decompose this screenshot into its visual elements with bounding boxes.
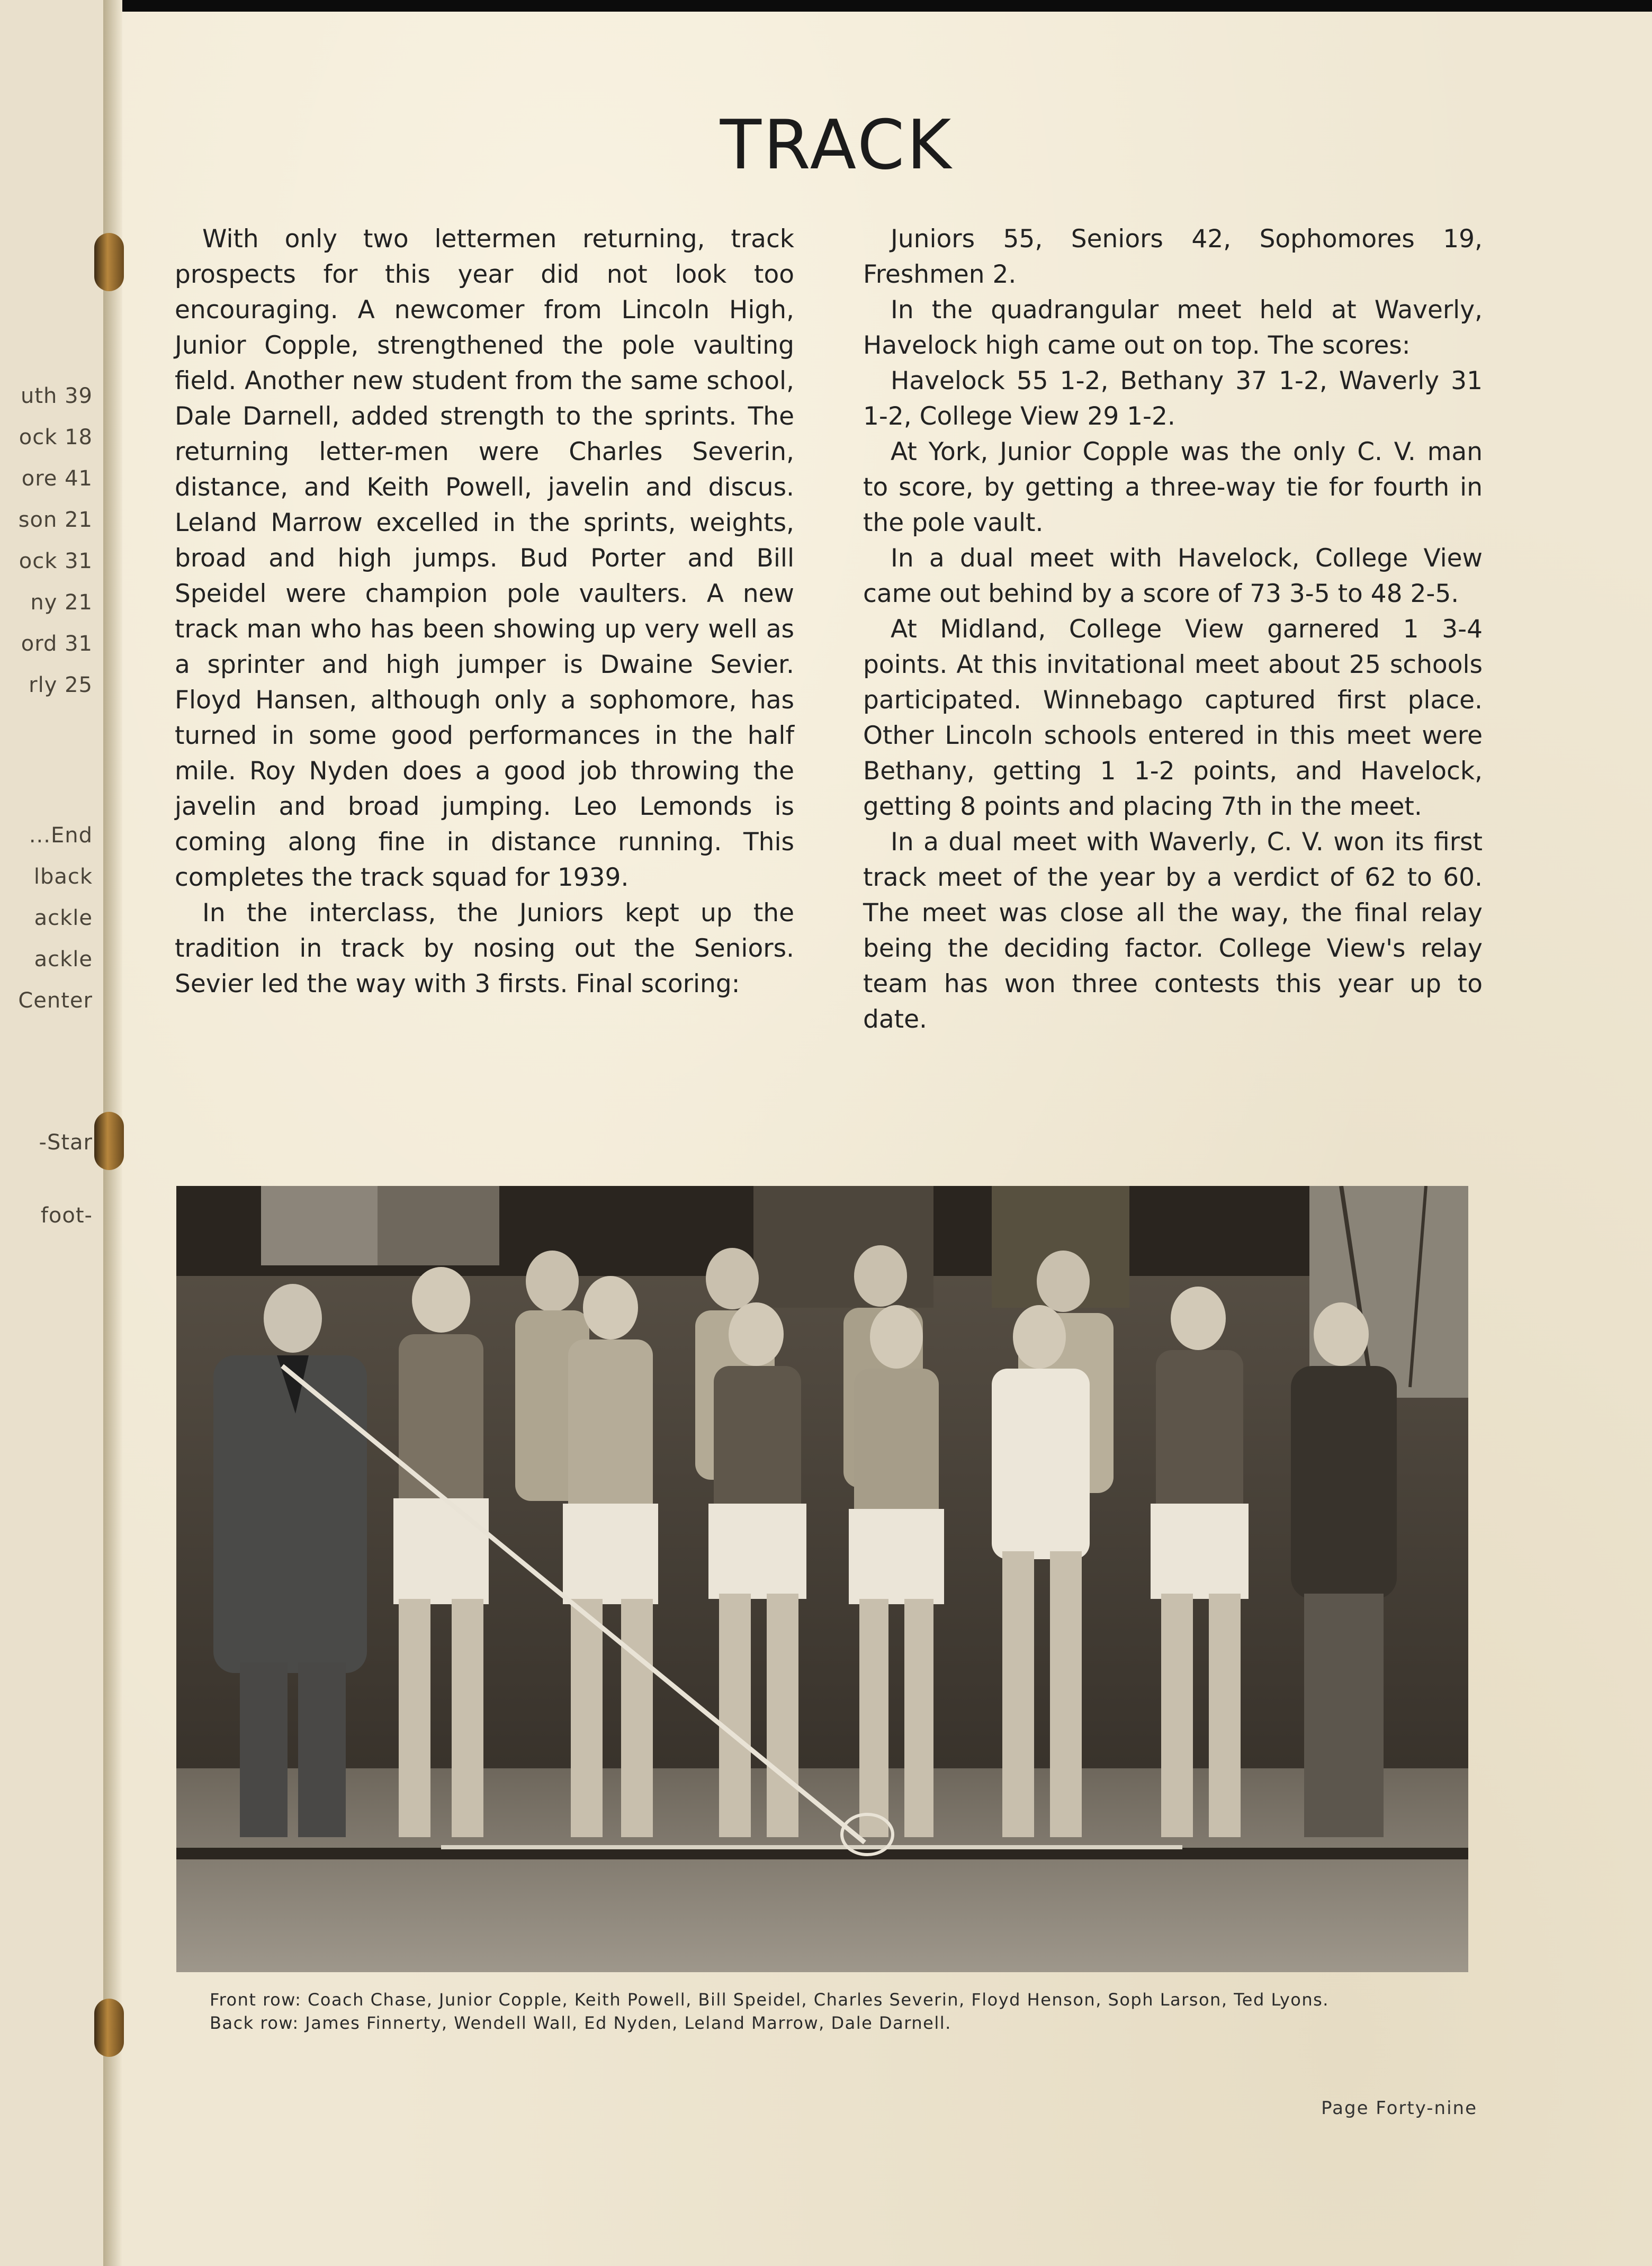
article-paragraph: At York, Junior Copple was the only C. V. man to score, by getting a three-way tie for fourth in the pole vault.: [863, 437, 1483, 537]
article-paragraph: At Midland, College View garnered 1 3-4 points. At this invitational meet about 25 schools participated. Winnebago captured first place. Other Lincoln schools entered in this meet were Bethany, getting 1 1-2 points, and Havelock, getting 8 points and placing 7th in the meet.: [863, 615, 1483, 821]
article-paragraph: Juniors 55, Seniors 42, Sophomores 19, Freshmen 2.: [863, 224, 1483, 289]
facing-score: uth 39: [21, 384, 93, 408]
page-title: TRACK: [720, 106, 954, 185]
team-photo: [176, 1186, 1468, 1972]
article-left-column: [175, 221, 794, 1002]
article-paragraph: In the quadrangular meet held at Waverly, Havelock high came out on top. The scores:: [863, 295, 1483, 360]
facing-position: Center: [18, 988, 93, 1013]
facing-score: ock 18: [19, 425, 93, 449]
article-paragraph: In the interclass, the Juniors kept up the tradition in track by nosing out the Seniors. Sevier led the way with 3 firsts. Final scoring:: [175, 898, 794, 999]
facing-position: ackle: [34, 947, 93, 972]
team-photo-image: [176, 1186, 1468, 1972]
facing-fragment: -Star: [39, 1130, 93, 1155]
caption-front-row: Front row: Coach Chase, Junior Copple, Keith Powell, Bill Speidel, Charles Severin, Floyd Henson, Soph Larson, Ted Lyons.: [210, 1990, 1329, 2010]
binder-ring: [94, 1999, 124, 2057]
facing-position: lback: [33, 865, 93, 889]
facing-score: ore 41: [21, 466, 93, 491]
facing-score: ny 21: [30, 590, 93, 615]
facing-position: ackle: [34, 906, 93, 930]
article-paragraph: With only two lettermen returning, track prospects for this year did not look too encouraging. A newcomer from Lincoln High, Junior Copple, strengthened the pole vaulting field. Another new student from the same school, Dale Darnell, added strength to the sprints. The returning letter-men were Charles Severin, distance, and Keith Powell, javelin and discus. Leland Marrow excelled in the sprints, weights, broad and high jumps. Bud Porter and Bill Speidel were champion pole vaulters. A new track man who has been showing up very well as a sprinter and high jumper is Dwaine Sevier. Floyd Hansen, although only a sophomore, has turned in some good performances in the half mile. Roy Nyden does a good job throwing the javelin and broad jumping. Leo Lemonds is coming along fine in distance running. This completes the track squad for 1939.: [175, 224, 794, 892]
facing-score: ock 31: [19, 549, 93, 573]
facing-fragment: foot-: [40, 1203, 93, 1228]
facing-score: ord 31: [21, 632, 93, 656]
facing-position: ...End: [29, 823, 93, 848]
article-paragraph: In a dual meet with Waverly, C. V. won its first track meet of the year by a verdict of 62 to 60. The meet was close all the way, the final relay being the deciding factor. College View's relay team has won three contests this year up to date.: [863, 828, 1483, 1034]
photo-caption: [210, 1988, 1470, 2035]
binder-ring: [94, 233, 124, 291]
facing-score: son 21: [18, 508, 93, 532]
article-paragraph: In a dual meet with Havelock, College View came out behind by a score of 73 3-5 to 48 2-5.: [863, 544, 1483, 608]
page-number: Page Forty-nine: [1321, 2098, 1477, 2119]
facing-score: rly 25: [29, 673, 93, 697]
binder-ring: [94, 1112, 124, 1170]
caption-back-row: Back row: James Finnerty, Wendell Wall, Ed Nyden, Leland Marrow, Dale Darnell.: [210, 2013, 951, 2033]
article-paragraph: Havelock 55 1-2, Bethany 37 1-2, Waverly 31 1-2, College View 29 1-2.: [863, 366, 1483, 431]
article-right-column: [863, 221, 1483, 1037]
